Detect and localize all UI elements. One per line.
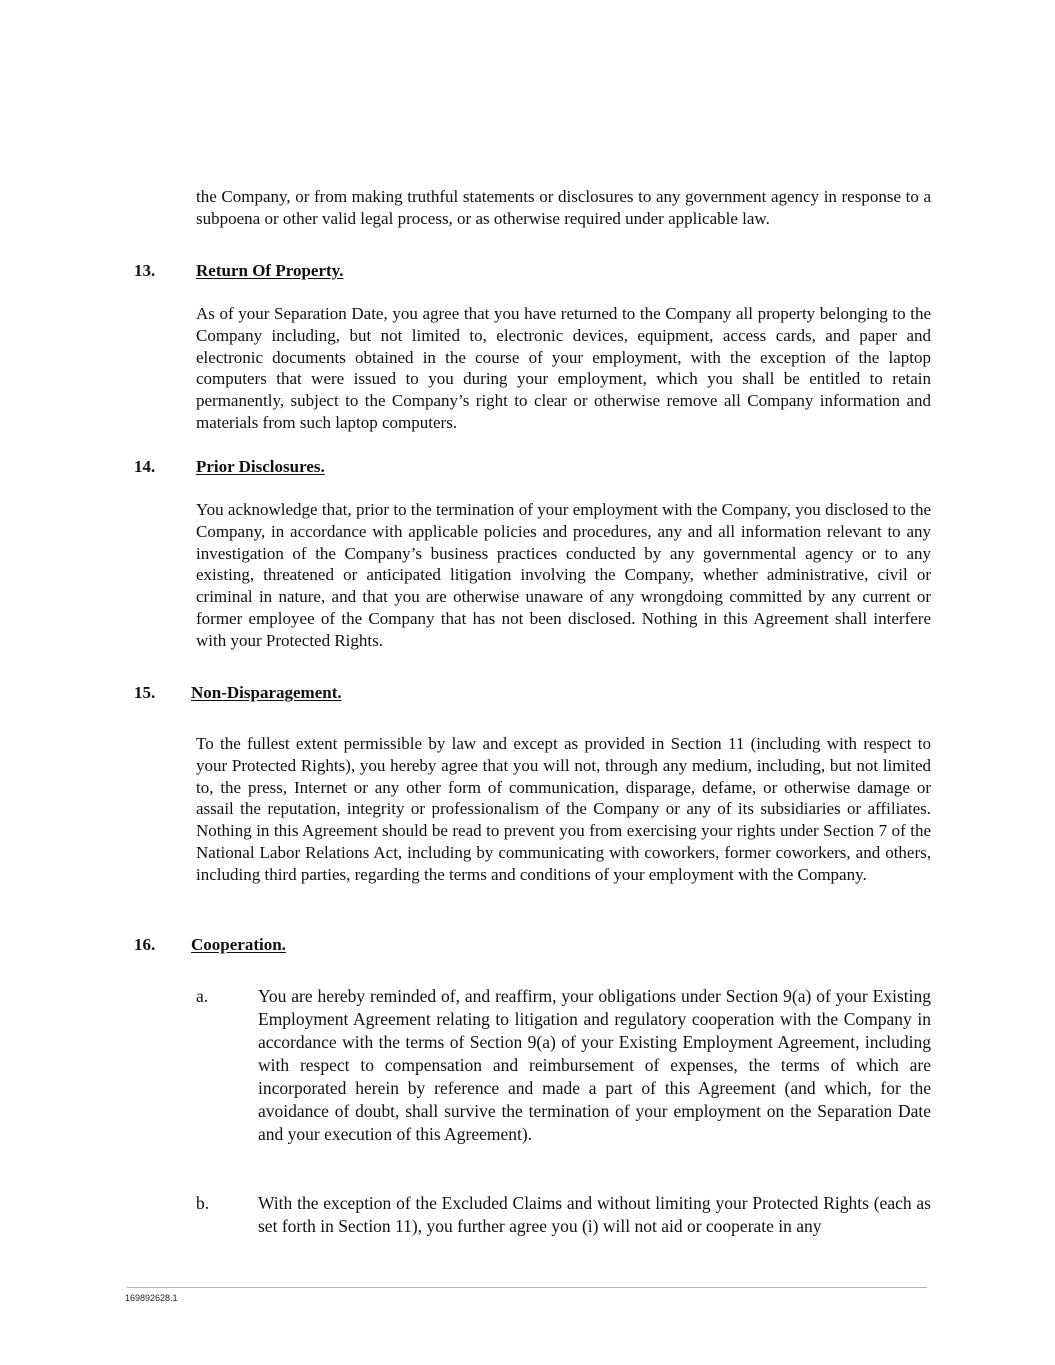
subsection-b-letter: b. [196,1193,210,1213]
section-title: Return Of Property. [196,261,344,280]
section-number: 16. [134,935,156,954]
section-13-body: As of your Separation Date, you agree that you have returned to the Company all property belonging to the Company including, but not limited to, electronic devices, equipment, access cards, and paper and electronic documents obtained in the course of your employment, with the exception of the laptop computers that were issued to you during your employment, which you shall be entitled to retain permanently, subject to the Company’s right to clear or otherwise remove all Company information and materials from such laptop computers. [196,304,931,432]
section-title: Prior Disclosures. [196,457,325,476]
subsection-a-letter: a. [196,986,209,1006]
document-id: 169892628.1 [125,1293,178,1303]
section-number: 15. [134,683,156,702]
section-number: 14. [134,457,156,476]
section-number: 13. [134,261,156,280]
subsection-b-text: With the exception of the Excluded Claims and without limiting your Protected Rights (each as set forth in Section 11), you further agree you (i) will not aid or cooperate in any [258,1193,931,1236]
section-15-body: To the fullest extent permissible by law and except as provided in Section 11 (including with respect to your Protected Rights), you hereby agree that you will not, through any medium, including, but not limited to, the press, Internet or any other form of communication, disparage, defame, or otherwise damage or assail the reputation, integrity or professionalism of the Company or any of its subsidiaries or affiliates. Nothing in this Agreement should be read to prevent you from exercising your rights under Section 7 of the National Labor Relations Act, including by communicating with coworkers, former coworkers, and others, including third parties, regarding the terms and conditions of your employment with the Company. [196,734,931,884]
intro-paragraph: the Company, or from making truthful statements or disclosures to any government agency in response to a subpoena or other valid legal process, or as otherwise required under applicable law. [196,187,931,228]
section-title: Non-Disparagement. [191,683,342,702]
subsection-a-text: You are hereby reminded of, and reaffirm, your obligations under Section 9(a) of your Existing Employment Agreement relating to litigation and regulatory cooperation with the Company in accordance with the terms of Section 9(a) of your Existing Employment Agreement, including with respect to compensation and reimbursement of expenses, the terms of which are incorporated herein by reference and made a part of this Agreement (and which, for the avoidance of doubt, shall survive the termination of your employment on the Separation Date and your execution of this Agreement). [258,986,931,1144]
footer-divider [127,1287,927,1288]
section-title: Cooperation. [191,935,286,954]
section-14-body: You acknowledge that, prior to the termination of your employment with the Company, you disclosed to the Company, in accordance with applicable policies and procedures, any and all information relevant to any investigation of the Company’s business practices conducted by any governmental agency or to any existing, threatened or anticipated litigation involving the Company, whether administrative, civil or criminal in nature, and that you are otherwise unaware of any wrongdoing committed by any current or former employee of the Company that has not been disclosed. Nothing in this Agreement shall interfere with your Protected Rights. [196,500,931,650]
